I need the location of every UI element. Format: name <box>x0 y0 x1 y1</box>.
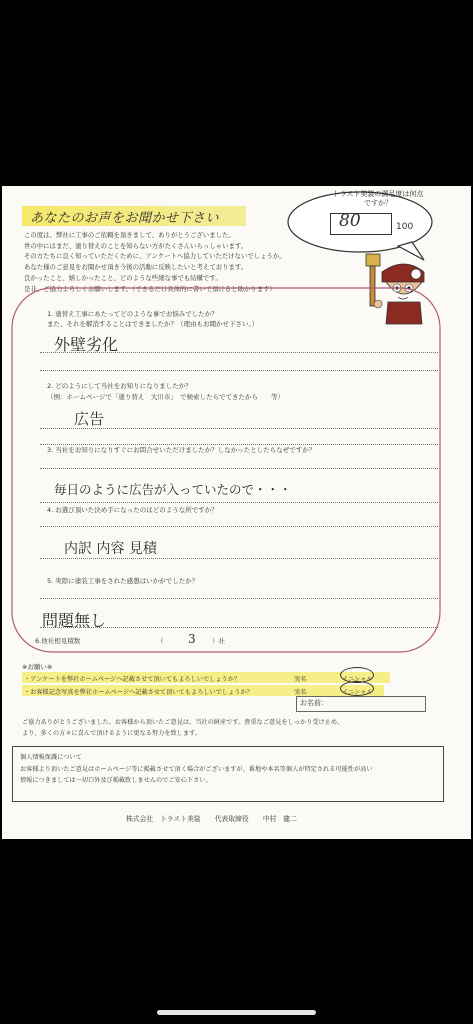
answer-line <box>40 627 438 628</box>
thanks-line: より、多くの方々に喜んで頂けるように更なる努力を致します。 <box>22 730 201 737</box>
consent-1-realname: 実名 <box>294 676 307 683</box>
answer-3: 毎日のように広告が入っていたので・・・ <box>54 482 292 497</box>
intro-line: 世の中にはまだ、塗り替えのことを知らない方がたくさんいらっしゃいます。 <box>24 241 248 250</box>
answer-line <box>40 526 438 527</box>
answer-1: 外壁劣化 <box>54 335 119 354</box>
thanks-text <box>22 717 343 739</box>
answer-line <box>40 444 438 445</box>
selected-circle <box>340 681 374 696</box>
answer-line <box>40 598 438 599</box>
question-2: 2. どのようにして当社をお知りになりましたか？ <box>47 382 192 390</box>
score-max: 100 <box>396 222 414 232</box>
question-1: 1. 塗替え工事にあたってどのような事でお悩みでしたか？ <box>47 310 218 318</box>
survey-sheet <box>2 186 471 839</box>
consent-1-initial: イニシャル <box>342 676 373 683</box>
question-6: 6.他社相見積数 <box>35 637 81 645</box>
answer-2: 広告 <box>74 410 105 428</box>
score-question: トラスト美装の満足度は何点ですか？ <box>332 190 424 207</box>
intro-line: あなた様のご意見をお聞かせ頂き今後の活動に反映したいと考えております。 <box>24 263 248 272</box>
answer-line <box>40 352 438 353</box>
intro-line: 是非、ご協力よろしくお願いします。（できるだけ具体的に書いて頂けると助かります） <box>24 284 276 293</box>
question-3: 3. 当社をお知りになりすぐにお問合せいただけましたか？しなかったとしたらなぜですか？ <box>47 446 316 454</box>
consent-2-initial: イニシャル <box>342 689 373 696</box>
privacy-text <box>20 752 373 787</box>
answer-5: 問題無し <box>42 611 107 630</box>
answer-line <box>40 370 438 371</box>
intro-line: その方たちに良く知っていただくために、アンケートへ協力していただけないでしょうか。 <box>24 252 286 261</box>
answer-line <box>40 428 438 429</box>
consent-1: ・アンケートを弊社ホームページへ記載させて頂いてもよろしいでしょうか？ <box>24 676 241 683</box>
question-5: 5. 実際に塗装工事をされた感想はいかがでしたか？ <box>47 577 199 585</box>
answer-line <box>40 468 438 469</box>
thanks-line: ご協力ありがとうございました。お客様から頂いたご意見は、当社の財産です。貴重なご意見をしっかり受け止め、 <box>22 719 344 726</box>
answer-4: 内訳 内容 見積 <box>64 541 157 557</box>
q6-close: ）社 <box>212 637 225 645</box>
company-name: 株式会社 トラスト美装 <box>126 815 201 823</box>
rep-title: 代表取締役 <box>214 815 249 823</box>
answer-line <box>40 558 438 559</box>
question-4: 4. お選び頂いた決め手になったのはどのような所ですか？ <box>47 506 218 514</box>
q6-open: （ <box>157 637 164 645</box>
intro-line: この度は、弊社に工事のご依頼を頂きまして、ありがとうございました。 <box>24 231 235 239</box>
privacy-line: お客様より頂いたご意見はホームページ等に掲載させて頂く場合がございますが、番地や本名等個人が特定される可能性が高い <box>20 765 373 773</box>
question-2-sub: （例：ホームページで「塗り替え 大川市」 で検索したらでてきたから 等） <box>47 393 285 401</box>
q6-value: 3 <box>188 632 196 646</box>
question-1-sub: また、それを解消することはできましたか？（理由もお聞かせ下さい。） <box>47 320 259 328</box>
privacy-line: 情報につきましては一切口外及び掲載致しませんのでご安心下さい。 <box>20 777 212 784</box>
intro-line: 良かったこと、嬉しかったこと、どのような些細な事でも結構です。 <box>24 273 222 282</box>
rep-name: 中村 龍二 <box>262 815 297 823</box>
privacy-heading: 個人情報保護について <box>20 754 82 761</box>
home-indicator[interactable] <box>157 1010 316 1015</box>
footer <box>126 813 309 823</box>
consent-2-realname: 実名 <box>294 689 307 696</box>
answer-line <box>40 502 438 503</box>
onegai-heading: ※お願い※ <box>22 663 53 671</box>
consent-2: ・お客様記念写真を弊社ホームページへ記載させて頂いてもよろしいでしょうか？ <box>24 689 253 696</box>
name-label: お名前： <box>300 699 328 707</box>
form-title: あなたのお声をお聞かせ下さい <box>30 211 220 226</box>
score-value: 80 <box>339 211 361 231</box>
